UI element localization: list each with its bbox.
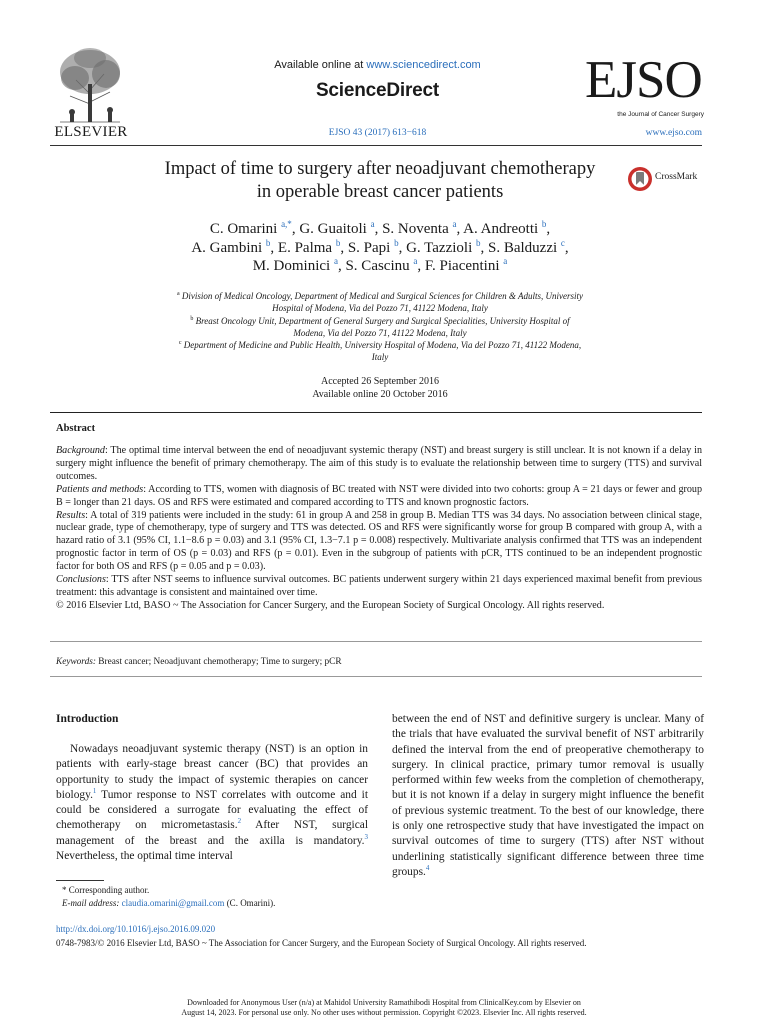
sciencedirect-logo: ScienceDirect [315, 80, 440, 101]
keywords-text: Breast cancer; Neoadjuvant chemotherapy; Time to surgery; pCR [95, 657, 342, 667]
author[interactable]: S. Papi $^b$ [347, 237, 399, 256]
abstract-copyright: © 2016 Elsevier Ltd, BASO ~ The Association for Cancer Surgery, and the European Society of Surgical Oncology. All rights reserved. [56, 599, 605, 611]
affiliation-b: $^b$ Breast Oncology Unit, Department of General Surgery and Surgical Specialities, University Hospital of Modena, Via del Pozzo 71, 41122 Modena, Italy [190, 316, 570, 339]
author[interactable]: S. Noventa $^a$ [382, 219, 457, 237]
author[interactable]: C. Omarini $^{a,*}$ [209, 219, 292, 237]
footnote: * Corresponding author. E-mail address: claudia.omarini@gmail.com (C. Omarini). [62, 885, 276, 908]
keywords [56, 657, 342, 667]
author-line-3: M. Dominici $^a$, S. Cascinu $^a$, F. Piacentini $^a$ [252, 256, 508, 274]
abstract-rule [50, 641, 702, 642]
article-dates [250, 376, 510, 401]
crossmark-label[interactable]: CrossMark [655, 172, 698, 182]
author-list [120, 220, 640, 276]
reference-link[interactable]: 1 [92, 787, 97, 796]
reference-link[interactable]: 4 [425, 864, 430, 873]
body-column-right: between the end of NST and definitive surgery is unclear. Many of the trials that have evaluated the survival benefit of NST arbitrarily defined the interval from the end of preoperative chemotherapy to surgery. In clinical practice, primary tumor removal is usually performed within few weeks from the completion of chemotherapy, but it is not known if a delay in surgery might influence the benefit of previous systemic treatment. To the best of our knowledge, there is only one retrospective study that have investigated the impact on survival outcomes of time to surgery (TTS) after NST without underlining statistically significant difference between three time groups.$^4$ [392, 713, 704, 878]
download-notice: Downloaded for Anonymous User (n/a) at Mahidol University Ramathibodi Hospital from ClinicalKey.com by Elsevier on August 14, 2023. For personal use only. No other uses without permission. Copyright ©2023. Elsevier Inc. All rights reserved. [181, 998, 587, 1017]
author[interactable]: S. Balduzzi $^c$ [488, 237, 565, 256]
author[interactable]: S. Cascinu $^a$ [345, 256, 418, 274]
affiliation-a: $^a$ Division of Medical Oncology, Department of Medical and Surgical Sciences for Children & Adults, University Hospital of Modena, Via del Pozzo 71, 41122 Modena, Italy [176, 291, 584, 314]
author[interactable]: M. Dominici $^a$ [252, 256, 338, 274]
keywords-rule [50, 676, 702, 677]
title-line-2: in operable breast cancer patients [256, 182, 504, 202]
section-rule [50, 412, 702, 413]
author[interactable]: F. Piacentini $^a$ [424, 256, 508, 274]
reference-link[interactable]: 2 [237, 817, 242, 826]
author-line-2: A. Gambini $^b$, E. Palma $^b$, S. Papi $^b$, G. Tazzioli $^b$, S. Balduzzi $^c$, [191, 237, 569, 256]
author[interactable]: E. Palma $^b$ [277, 237, 341, 256]
title-line-1: Impact of time to surgery after neoadjuvant chemotherapy [164, 159, 596, 179]
introduction-heading: Introduction [56, 713, 119, 725]
accepted-date: Accepted 26 September 2016 [320, 376, 440, 387]
reference-link[interactable]: 3 [364, 832, 368, 841]
journal-logo: EJSO [585, 51, 702, 109]
author-line-1: C. Omarini $^{a,*}$, G. Guaitoli $^a$, S. Noventa $^a$, A. Andreotti $^b$, [209, 219, 551, 237]
author[interactable]: A. Gambini $^b$ [191, 237, 271, 256]
abstract-background: Background: The optimal time interval between the end of neoadjuvant systemic therapy (NST) and breast surgery is still unclear. It is not known if a delay in surgery might influence the benefit of primary chemotherapy. The aim of this study is to evaluate the relationship between time to surgery (TTS) and survival outcomes. [56, 445, 702, 482]
available-prefix: Available online at [274, 59, 367, 71]
abstract-heading: Abstract [56, 423, 96, 434]
article-title [130, 158, 630, 204]
author[interactable]: A. Andreotti $^b$ [463, 219, 547, 237]
corresponding-author: * Corresponding author. [62, 885, 150, 895]
email-link[interactable]: claudia.omarini@gmail.com [121, 897, 225, 908]
doi-link[interactable]: http://dx.doi.org/10.1016/j.ejso.2016.09.020 [56, 924, 216, 934]
abstract-conclusions: Conclusions: TTS after NST seems to influence survival outcomes. BC patients underwent surgery within 21 days experienced maximal benefit from previous treatment: this advantage is consistent and maintained over time. [56, 574, 702, 598]
footnote-rule [56, 880, 104, 881]
keywords-label: Keywords: [56, 657, 96, 667]
footer-copyright: 0748-7983/© 2016 Elsevier Ltd, BASO ~ The Association for Cancer Surgery, and the European Society of Surgical Oncology. All rights reserved. [56, 938, 587, 948]
journal-url[interactable]: www.ejso.com [645, 128, 702, 138]
author[interactable]: G. Tazzioli $^b$ [406, 237, 481, 256]
author[interactable]: G. Guaitoli $^a$ [299, 219, 375, 237]
abstract-methods: Patients and methods: According to TTS, women with diagnosis of BC treated with NST were divided into two cohorts: group A = 21 days or fewer and group B = longer than 21 days. OS and RFS were estimated and compared according to TTS and known prognostic factors. [56, 483, 702, 508]
sciencedirect-link[interactable]: www.sciencedirect.com [366, 59, 481, 71]
affiliation-c: $^c$ Department of Medicine and Public Health, University Hospital of Modena, Via del Pozzo 71, 41122 Modena, Italy [178, 340, 582, 363]
online-date: Available online 20 October 2016 [312, 388, 448, 400]
available-online [250, 59, 505, 71]
citation-link[interactable]: EJSO 43 (2017) 613−618 [328, 128, 427, 138]
body-column-left: Nowadays neoadjuvant systemic therapy (NST) is an option in patients with early-stage breast cancer (BC) that provides an opportunity to study the impact of systemic therapies on cancer biology.$^1$ Tumor response to NST correlates with outcome and it could be considered a surrogate for evaluating the effect of chemotherapy on micrometastasis.$^2$ After NST, surgical management of the breast and the axilla is mandatory.$^3$ Nevertheless, the optimal time interval [56, 743, 368, 863]
publisher-name: ELSEVIER [54, 124, 128, 140]
header-rule [50, 145, 702, 146]
journal-subtitle: the Journal of Cancer Surgery [617, 111, 704, 118]
abstract-results: Results: A total of 319 patients were included in the study: 61 in group A and 258 in group B. Median TTS was 34 days. No association between clinical stage, nuclear grade, type of chemotherapy, type of surgery and TTS was detected. OS and RFS were significantly worse for group B compared with group A, with a hazard ratio of 3.1 (95% CI, 1.1−8.6 p = 0.03) and 3.1 (95% CI, 1.3−7.1 p = 0.008) respectively. Multivariate analysis confirmed that TTS was an independent prognostic factor in term of OS (p = 0.03) and RFS (p = 0.01). Even in the subgroup of patients with pCR, TTS continued to be an independent prognostic factor for both OS and RFS (p = 0.05 and p = 0.03). [56, 509, 702, 573]
abstract-body [56, 445, 702, 613]
